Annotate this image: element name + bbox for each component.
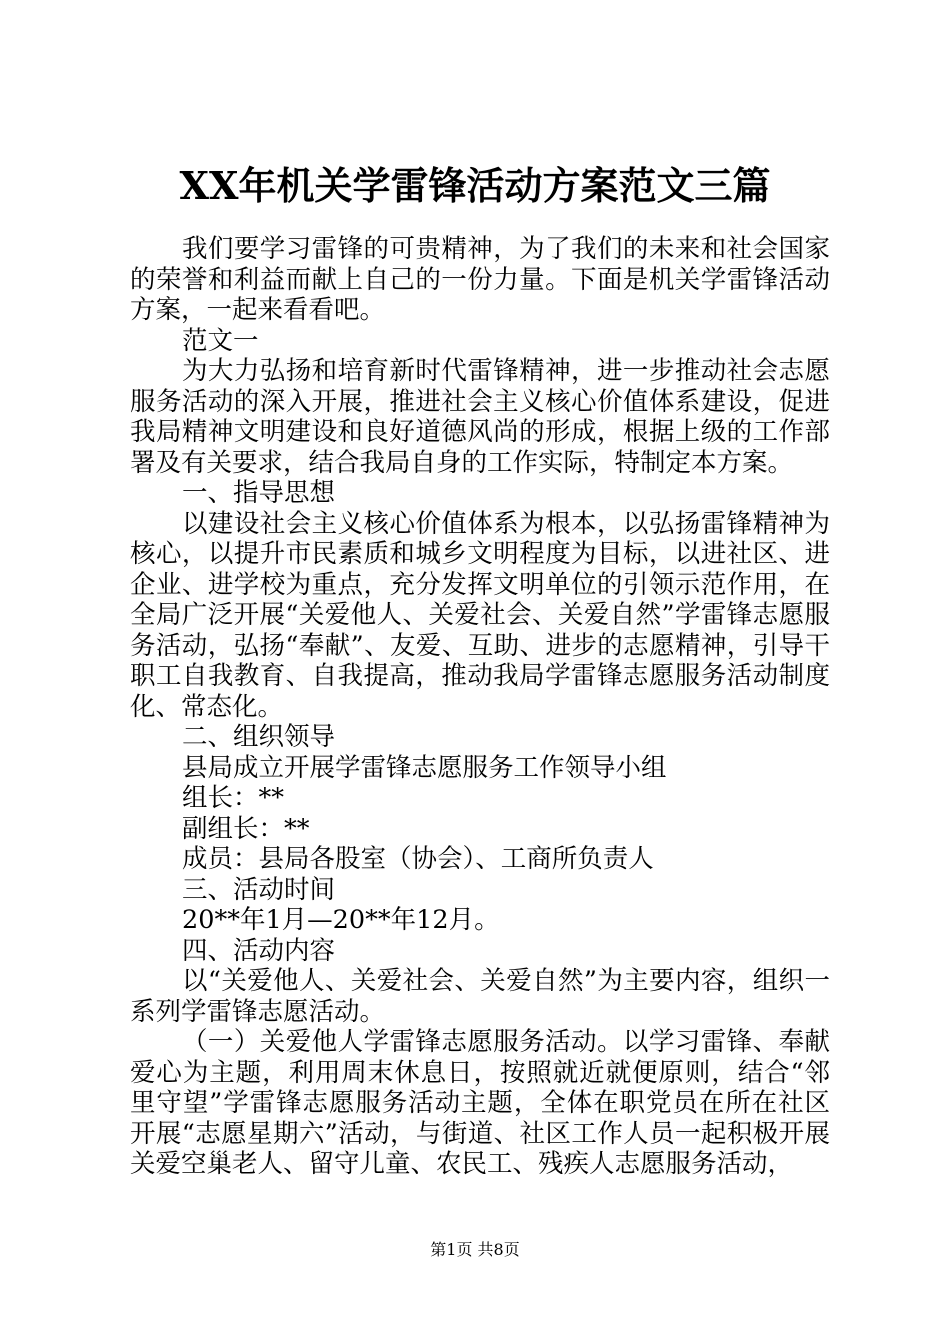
body-line: 组长：** — [182, 783, 285, 813]
section-heading: 一、指导思想 — [182, 478, 336, 508]
body-paragraph: 为大力弘扬和培育新时代雷锋精神，进一步推动社会志愿服务活动的深入开展，推进社会主义核心价值体系建设，促进我局精神文明建设和良好道德风尚的形成，根据上级的工作部署及有关要求，结合我局自身的工作实际，特制定本方案。 — [130, 356, 830, 478]
document-body — [130, 234, 830, 1180]
section-heading: 四、活动内容 — [182, 935, 336, 966]
document-title: XX年机关学雷锋活动方案范文三篇 — [179, 163, 771, 208]
body-line: 县局成立开展学雷锋志愿服务工作领导小组 — [182, 752, 667, 783]
section-heading: 三、活动时间 — [182, 874, 336, 905]
body-paragraph: 以建设社会主义核心价值体系为根本，以弘扬雷锋精神为核心，以提升市民素质和城乡文明程度为目标，以进社区、进企业、进学校为重点，充分发挥文明单位的引领示范作用，在全局广泛开展“关爱他人、关爱社会、关爱自然”学雷锋志愿服务活动，弘扬“奉献”、友爱、互助、进步的志愿精神，引导干职工自我教育、自我提高，推动我局学雷锋志愿服务活动制度化、常态化。 — [130, 508, 830, 722]
section-heading-fanwen-1: 范文一 — [182, 325, 259, 356]
body-line: 20**年1月—20**年12月。 — [182, 905, 500, 935]
page-footer: 第1页 共8页 — [430, 1240, 520, 1259]
section-heading: 二、组织领导 — [182, 722, 336, 752]
body-paragraph: 以“关爱他人、关爱社会、关爱自然”为主要内容，组织一系列学雷锋志愿活动。 — [130, 966, 830, 1027]
body-line: 副组长：** — [182, 813, 310, 844]
body-paragraph: （一）关爱他人学雷锋志愿服务活动。以学习雷锋、奉献爱心为主题，利用周末休息日，按照就近就便原则，结合“邻里守望”学雷锋志愿服务活动主题，全体在职党员在所在社区开展“志愿星期六”活动，与街道、社区工作人员一起积极开展关爱空巢老人、留守儿童、农民工、残疾人志愿服务活动， — [130, 1027, 830, 1179]
body-line: 成员：县局各股室（协会）、工商所负责人 — [182, 844, 654, 874]
intro-paragraph: 我们要学习雷锋的可贵精神，为了我们的未来和社会国家的荣誉和利益而献上自己的一份力量。下面是机关学雷锋活动方案，一起来看看吧。 — [130, 234, 830, 325]
